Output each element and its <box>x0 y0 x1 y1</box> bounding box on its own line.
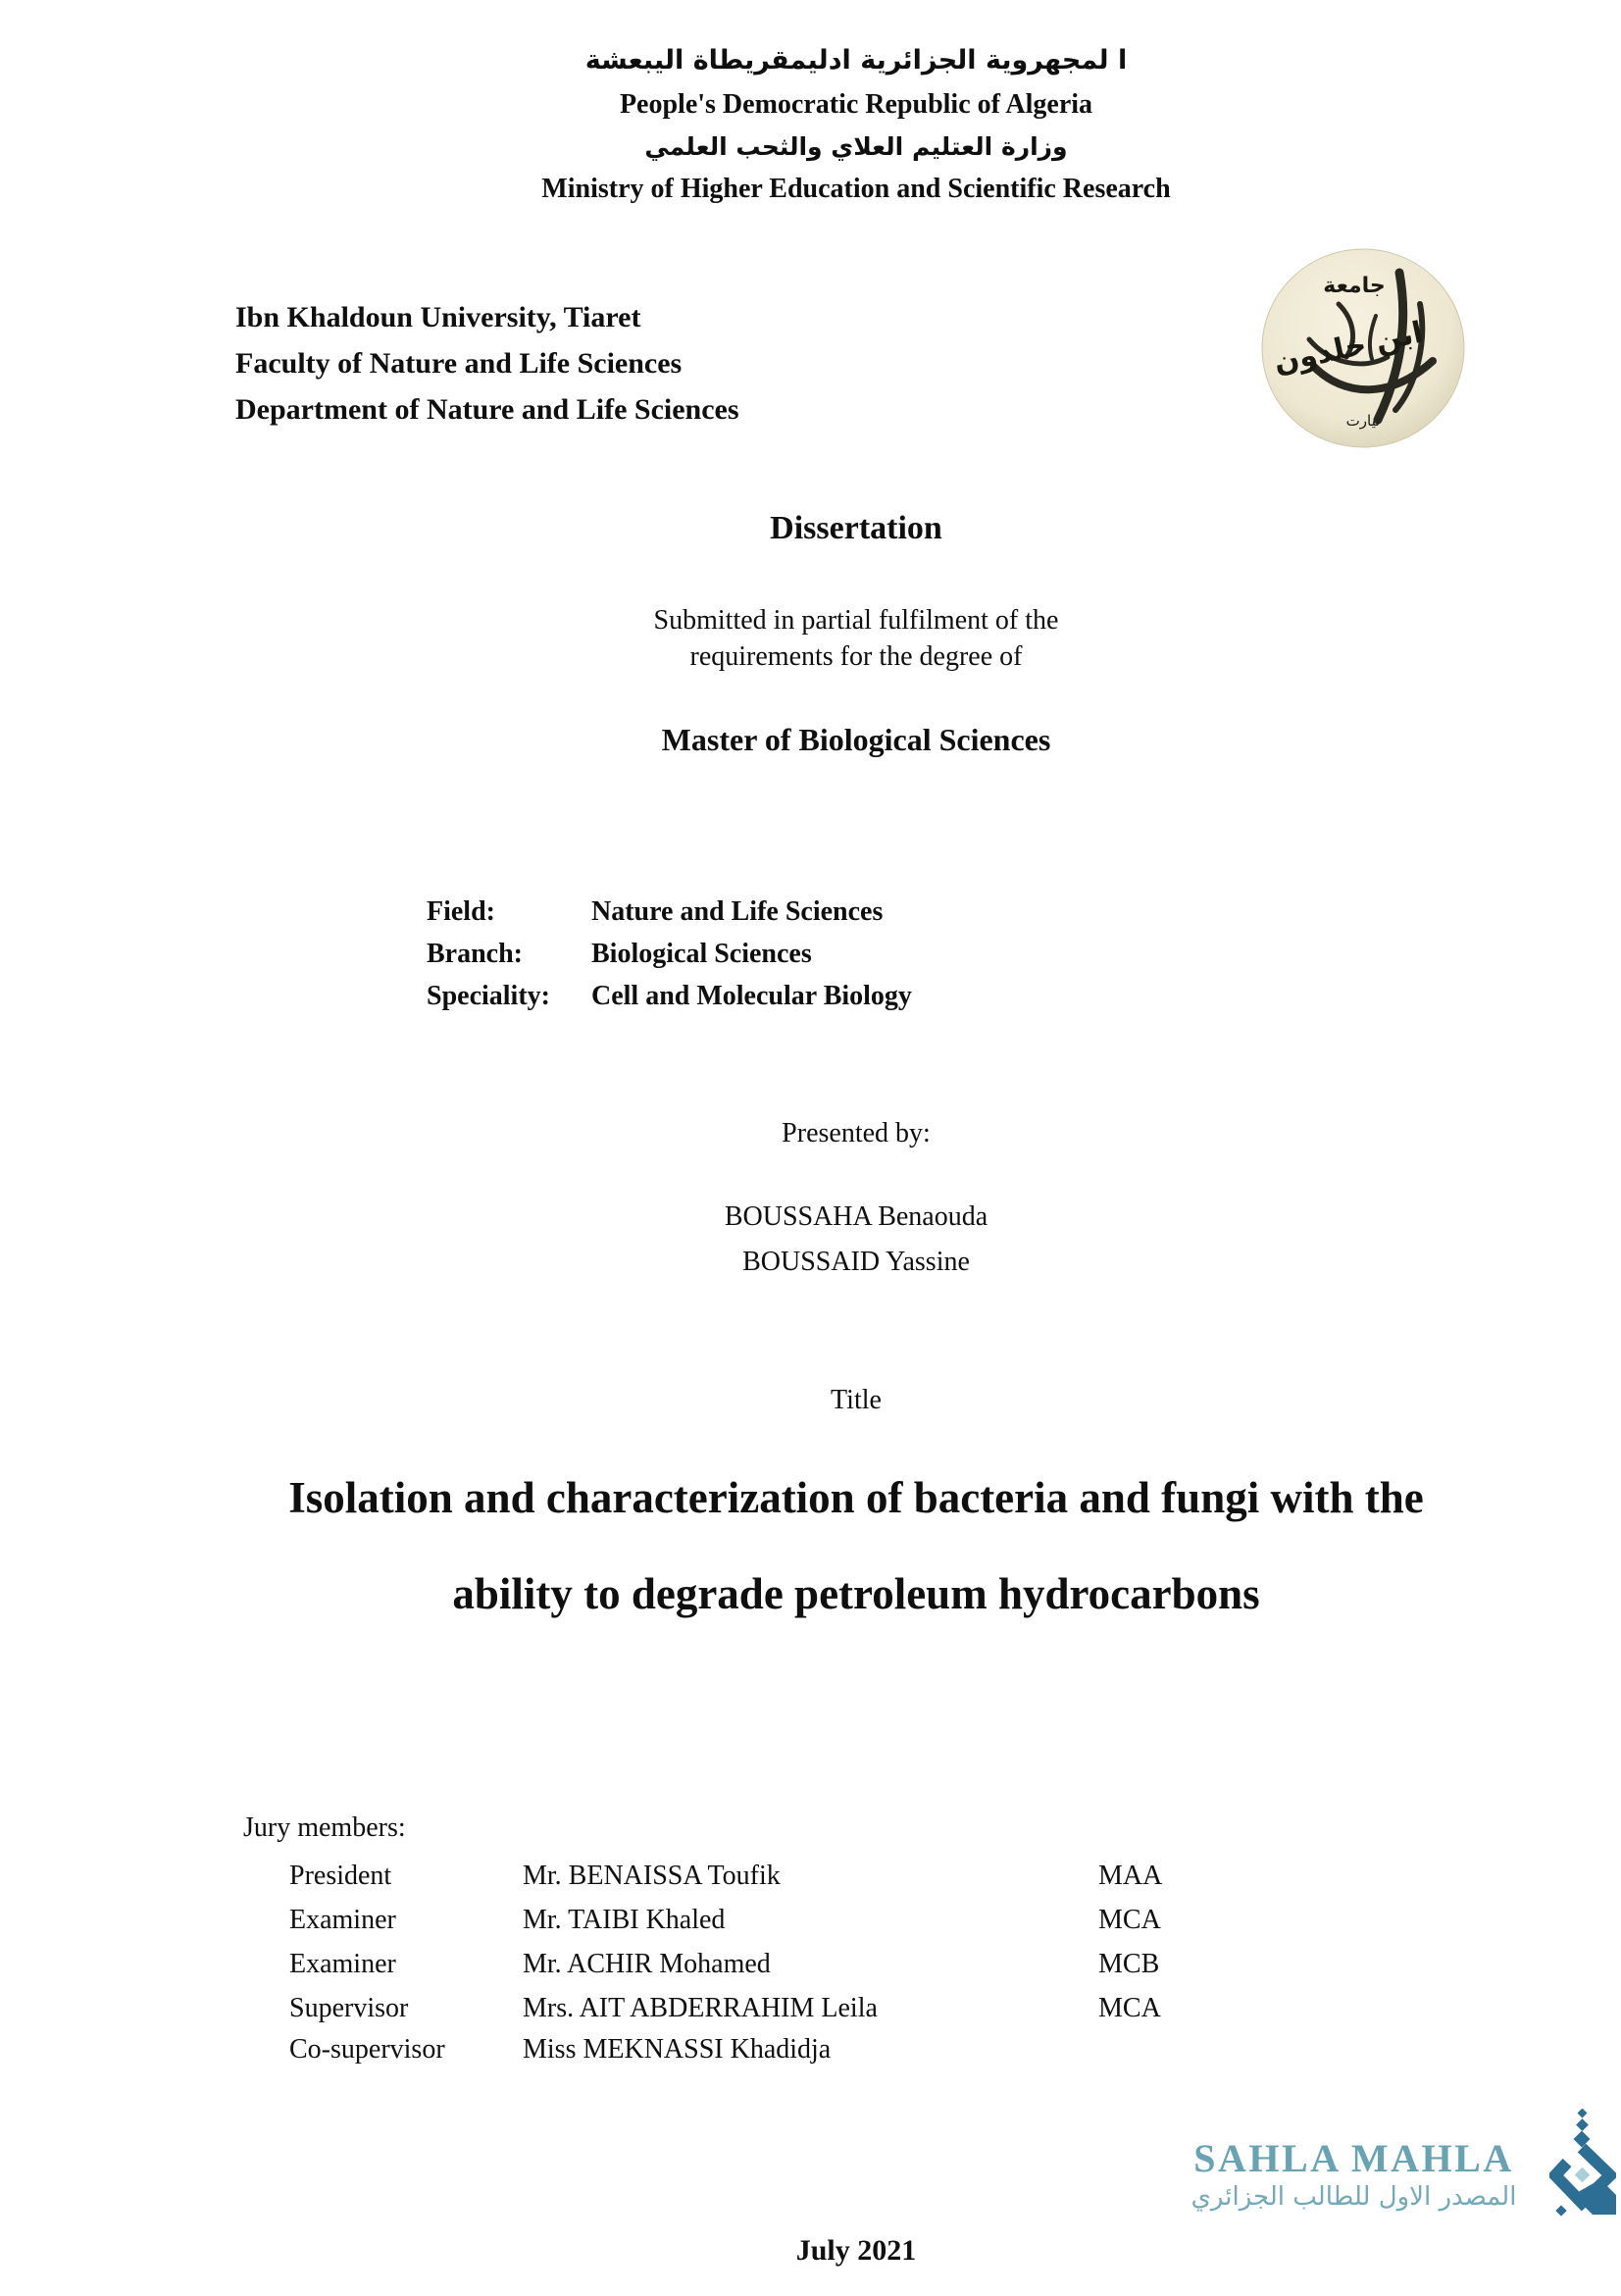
jury-row <box>243 1942 1234 1986</box>
english-republic-line: People's Democratic Republic of Algeria <box>619 89 1093 120</box>
jury-member-name: Miss MEKNASSI Khadidja <box>523 2034 832 2065</box>
jury-grade: MAA <box>1098 1861 1163 1891</box>
jury-row <box>243 2030 1234 2069</box>
submission-line-2: requirements for the degree of <box>689 641 1023 672</box>
jury-section <box>243 1811 1234 2069</box>
jury-rows <box>243 1854 1234 2069</box>
jury-role: Supervisor <box>289 1993 409 2023</box>
seal-text-main: ابن خلدون <box>1270 315 1427 381</box>
author-name: BOUSSAID Yassine <box>742 1247 970 1277</box>
department-name: Department of Nature and Life Sciences <box>235 393 739 426</box>
sahla-mahla-text-block <box>1175 2138 1533 2215</box>
jury-row <box>243 1898 1234 1942</box>
jury-member-name: Mrs. AIT ABDERRAHIM Leila <box>523 1993 878 2023</box>
sahla-mahla-wordmark: SAHLA MAHLA <box>1193 2136 1514 2180</box>
dissertation-title-line-2: ability to degrade petroleum hydrocarbons <box>452 1569 1260 1618</box>
sahla-mahla-kufic-mark-icon <box>1549 2109 1616 2229</box>
seal-graphic <box>1260 247 1466 449</box>
faculty-name: Faculty of Nature and Life Sciences <box>235 347 683 380</box>
dissertation-title-line-1: Isolation and characterization of bacteria and fungi with the <box>288 1473 1424 1522</box>
jury-grade: MCA <box>1098 1905 1161 1935</box>
program-row-branch <box>427 933 912 975</box>
jury-role: Co-supervisor <box>289 2034 445 2065</box>
sahla-mahla-tagline: المصدر الاول للطالب الجزائري <box>1190 2182 1517 2212</box>
program-label: Branch: <box>427 939 523 969</box>
author-name: BOUSSAHA Benaouda <box>724 1201 988 1232</box>
program-label: Field: <box>427 896 495 927</box>
jury-role: President <box>289 1861 392 1891</box>
jury-row <box>243 1854 1234 1898</box>
program-table <box>427 891 912 1017</box>
defense-date: July 2021 <box>795 2234 917 2267</box>
arabic-republic-line: ا لمجهروية الجزائرية ادليمقريطاة اليبعشة <box>584 45 1128 76</box>
program-value: Cell and Molecular Biology <box>591 981 912 1011</box>
arabic-ministry-line: وزارة العتليم العلاي والثحب العلمي <box>644 132 1068 161</box>
degree-heading: Master of Biological Sciences <box>661 722 1051 757</box>
program-row-field <box>427 891 912 933</box>
seal-text-bottom: تيارت <box>1345 412 1381 430</box>
jury-row <box>243 1986 1234 2030</box>
ibn-khaldoun-university-seal-logo <box>1260 247 1466 449</box>
jury-grade: MCB <box>1098 1949 1160 1979</box>
jury-member-name: Mr. BENAISSA Toufik <box>523 1861 781 1891</box>
jury-role: Examiner <box>289 1905 396 1935</box>
jury-member-name: Mr. TAIBI Khaled <box>523 1905 726 1935</box>
national-header <box>91 35 1621 208</box>
program-label: Speciality: <box>427 981 550 1011</box>
program-value: Biological Sciences <box>591 939 812 969</box>
english-ministry-line: Ministry of Higher Education and Scientific Research <box>541 174 1171 204</box>
doc-type-heading: Dissertation <box>770 510 942 546</box>
jury-role: Examiner <box>289 1949 396 1979</box>
title-label: Title <box>831 1385 882 1415</box>
university-block <box>235 294 739 433</box>
submission-statement <box>91 602 1621 675</box>
submission-line-1: Submitted in partial fulfilment of the <box>653 605 1059 636</box>
university-name: Ibn Khaldoun University, Tiaret <box>235 301 641 333</box>
program-value: Nature and Life Sciences <box>591 896 884 927</box>
authors-block <box>91 1195 1621 1285</box>
jury-grade: MCA <box>1098 1993 1161 2023</box>
jury-heading: Jury members: <box>243 1812 406 1843</box>
jury-member-name: Mr. ACHIR Mohamed <box>523 1949 771 1979</box>
program-row-speciality <box>427 975 912 1017</box>
presented-by-label: Presented by: <box>782 1118 931 1148</box>
seal-text-top: جامعة <box>1323 274 1386 298</box>
dissertation-title <box>91 1450 1621 1642</box>
